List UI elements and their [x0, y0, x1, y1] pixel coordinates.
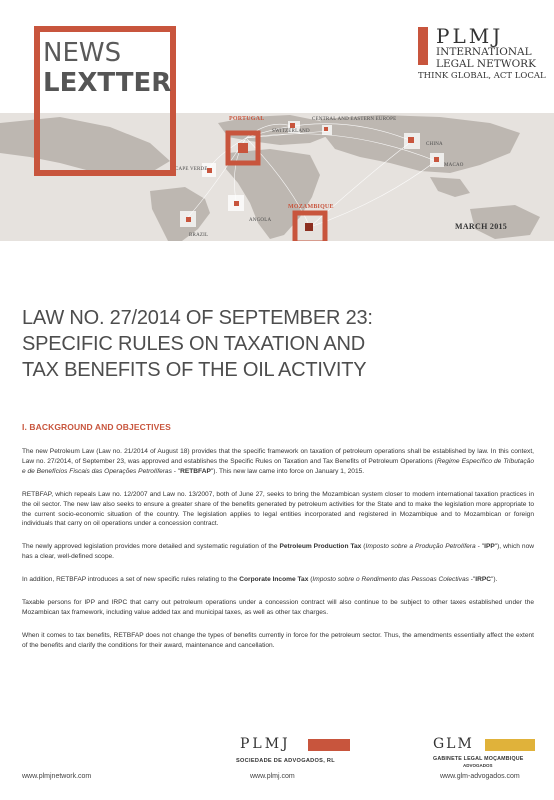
logo-mark-icon — [418, 27, 428, 65]
map-label-portugal: PORTUGAL — [229, 116, 265, 122]
logo-name: PLMJ — [436, 24, 504, 48]
paragraph-2: RETBFAP, which repeals Law no. 12/2007 and Law no. 13/2007, both of June 27, seeks to bring the Mozambican system closer to modern international taxation practices in the oil sector. The new law also seeks to ensure a greater share of the benefits generated by petroleum activities for the State and to make the legislation more appropriate to the current socio-economic situation of the country. The legislation applies to legal entities incorporated and registered in Mozambique and to Mozambican or foreign individuals that carry on oil operations under a concession contract. — [22, 490, 534, 528]
newsletter-title-line2: LEXTTER — [43, 68, 172, 98]
article-title-line1: LAW NO. 27/2014 OF SEPTEMBER 23: — [22, 307, 373, 329]
article-title-line3: TAX BENEFITS OF THE OIL ACTIVITY — [22, 359, 367, 381]
footer-plmj-bar-icon — [308, 739, 350, 751]
logo-network-line2: LEGAL NETWORK — [436, 58, 536, 70]
paragraph-6: When it comes to tax benefits, RETBFAP does not change the types of benefits currently in force for the petroleum sector. Thus, the amendments essentially affect the extent of the benefits and clarify the conditions for their award, maintenance and cancellation. — [22, 631, 534, 649]
map-label-macao: MACAO — [444, 163, 464, 168]
map-label-china: CHINA — [426, 142, 443, 147]
link-glm[interactable]: www.glm-advogados.com — [440, 773, 520, 780]
footer-glm-bar-icon — [485, 739, 535, 751]
southeast-asia-shape — [430, 177, 470, 197]
map-label-cape-verde: CAPE VERDE — [175, 167, 208, 172]
logo-tagline: THINK GLOBAL, ACT LOCAL — [418, 71, 546, 81]
map-label-brazil: BRAZIL — [189, 233, 209, 238]
map-label-angola: ANGOLA — [249, 218, 272, 223]
paragraph-1: The new Petroleum Law (Law no. 21/2014 of August 18) provides that the specific framework on taxation of petroleum operations shall be established by law. In this context, Law no. 27/2014, of September 23, was approved and establishes the Specific Rules on Taxation and Tax Benefits of Petroleum Operations (Regime Específico de Tributação e de Benefícios Fiscais das Operações Petrolíferas - "RETBFAP"). This new law came into force on January 1, 2015. — [22, 448, 534, 475]
footer-plmj-name: PLMJ — [240, 736, 291, 752]
footer-glm-name: GLM — [433, 736, 474, 752]
article-title — [22, 305, 542, 383]
logo-network-line1: INTERNATIONAL — [436, 46, 532, 58]
map-label-central-eastern-europe: CENTRAL AND EASTERN EUROPE — [312, 117, 397, 122]
paragraph-4: In addition, RETBFAP introduces a set of new specific rules relating to the Corporate Income Tax (Imposto sobre o Rendimento das Pessoas Colectivas -"IRPC"). — [22, 576, 498, 584]
article-title-line2: SPECIFIC RULES ON TAXATION AND — [22, 333, 365, 355]
article-body — [22, 447, 534, 664]
footer-glm-subtitle: GABINETE LEGAL MOÇAMBIQUE — [433, 756, 524, 762]
link-plmjnetwork[interactable]: www.plmjnetwork.com — [22, 773, 92, 780]
issue-date: MARCH 2015 — [455, 222, 508, 231]
section-heading: I. BACKGROUND AND OBJECTIVES — [22, 422, 171, 432]
logo-network — [436, 46, 536, 70]
footer-plmj-subtitle: SOCIEDADE DE ADVOGADOS, RL — [236, 758, 335, 764]
map-label-switzerland: SWITZERLAND — [272, 129, 310, 134]
newsletter-title — [43, 38, 171, 98]
paragraph-3: The newly approved legislation provides more detailed and systematic regulation of the Petroleum Production Tax (Imposto sobre a Produção Petrolífera - "IPP"), which now has a clear, well-defined scope. — [22, 543, 535, 561]
link-plmj[interactable]: www.plmj.com — [250, 773, 295, 780]
paragraph-5: Taxable persons for IPP and IRPC that carry out petroleum operations under a concession contract will also continue to be subject to other taxes established under the Mozambican tax framework, including value added tax and municipal taxes, as well as other tax charges. — [22, 599, 534, 616]
newsletter-title-line1: NEWS — [43, 38, 122, 68]
map-label-mozambique: MOZAMBIQUE — [288, 204, 334, 210]
footer-glm-subtitle-2: ADVOGADOS — [463, 763, 493, 768]
